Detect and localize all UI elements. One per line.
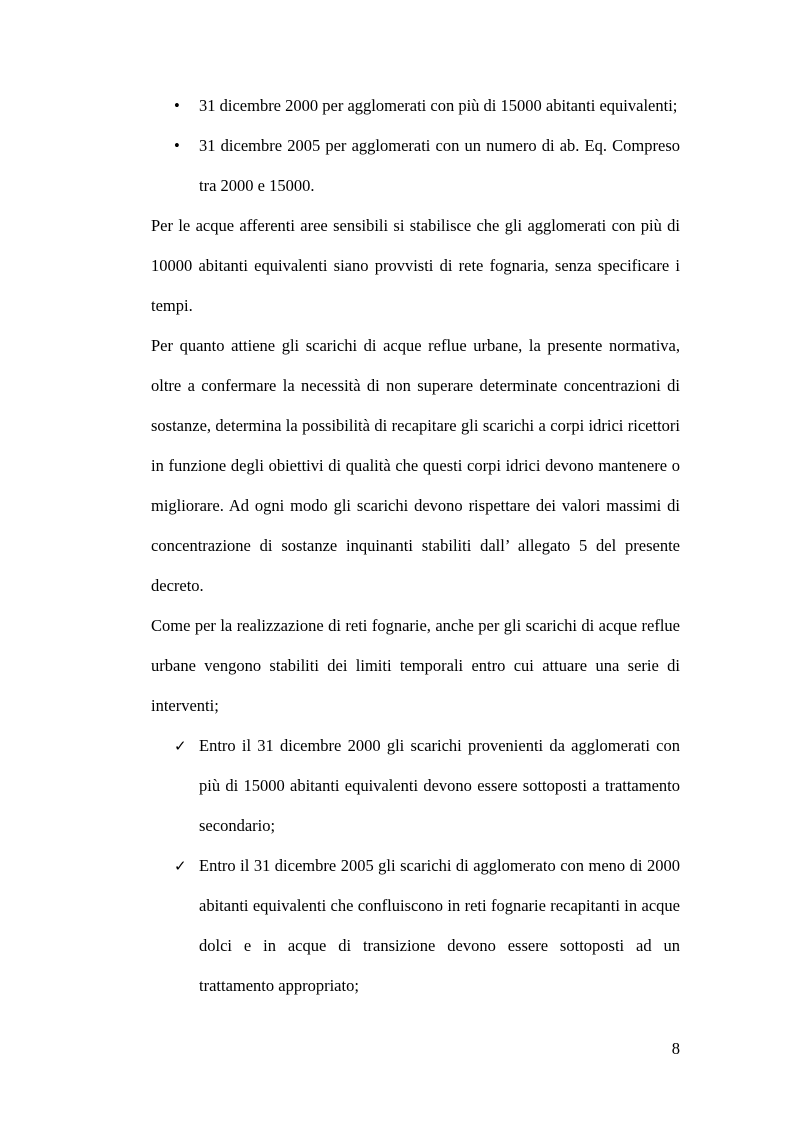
bullet-icon: • (174, 96, 180, 115)
list-item (151, 126, 680, 206)
deadline-bullet-list (151, 86, 680, 206)
checkmark-icon: ✓ (174, 737, 187, 755)
page-number: 8 (671, 1039, 680, 1058)
list-item-text: Entro il 31 dicembre 2000 gli scarichi provenienti da agglomerati con più di 15000 abitanti equivalenti devono essere sottoposti a trattamento secondario; (199, 736, 680, 835)
list-item-text: 31 dicembre 2005 per agglomerati con un numero di ab. Eq. Compreso tra 2000 e 15000. (199, 136, 680, 195)
paragraph: Per quanto attiene gli scarichi di acque reflue urbane, la presente normativa, oltre a confermare la necessità di non superare determinate concentrazioni di sostanze, determina la possibilità di recapitare gli scarichi a corpi idrici ricettori in funzione degli obiettivi di qualità che questi corpi idrici devono mantenere o migliorare. Ad ogni modo gli scarichi devono rispettare dei valori massimi di concentrazione di sostanze inquinanti stabiliti dall’ allegato 5 del presente decreto. (151, 336, 680, 595)
checkmark-icon: ✓ (174, 857, 187, 875)
intervention-checklist (151, 726, 680, 1006)
list-item-text: Entro il 31 dicembre 2005 gli scarichi di agglomerato con meno di 2000 abitanti equivalenti che confluiscono in reti fognarie recapitanti in acque dolci e in acque di transizione devono essere sottoposti ad un trattamento appropriato; (199, 856, 680, 995)
document-page (151, 86, 680, 1006)
list-item (151, 86, 680, 126)
paragraph: Per le acque afferenti aree sensibili si stabilisce che gli agglomerati con più di 10000 abitanti equivalenti siano provvisti di rete fognaria, senza specificare i tempi. (151, 216, 680, 315)
list-item (151, 726, 680, 846)
list-item (151, 846, 680, 1006)
list-item-text: 31 dicembre 2000 per agglomerati con più di 15000 abitanti equivalenti; (199, 96, 678, 115)
bullet-icon: • (174, 136, 180, 155)
paragraph: Come per la realizzazione di reti fognarie, anche per gli scarichi di acque reflue urbane vengono stabiliti dei limiti temporali entro cui attuare una serie di interventi; (151, 616, 680, 715)
